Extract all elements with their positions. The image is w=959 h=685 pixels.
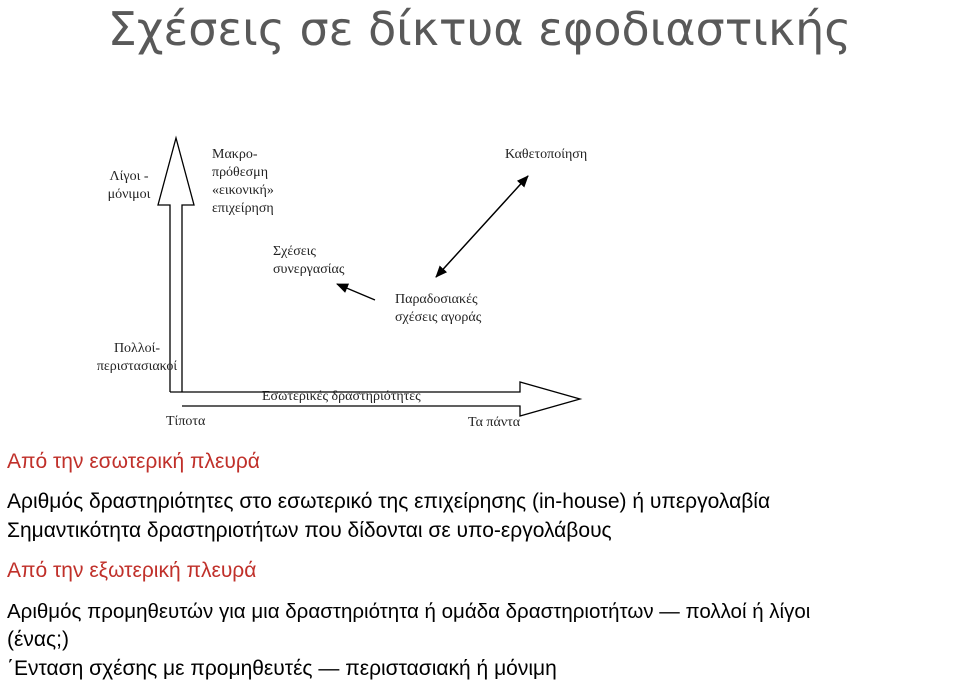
arrow-to-partnership — [337, 284, 375, 300]
label-long-term-virtual-enterprise: Μακρο- πρόθεσμη «εικονική» επιχείρηση — [212, 147, 274, 216]
label-everything: Τα πάντα — [468, 415, 521, 430]
internal-note-2: Σημαντικότητα δραστηριοτήτων που δίδονται σε υπο-εργολάβους — [7, 519, 612, 542]
label-few-permanent: Λίγοι - μόνιμοι — [107, 169, 151, 202]
external-note-2: (ένας;) — [7, 628, 69, 651]
label-partnership: Σχέσεις συνεργασίας — [273, 244, 345, 277]
arrow-to-traditional-market — [436, 176, 528, 277]
label-traditional-market: Παραδοσιακές σχέσεις αγοράς — [395, 292, 482, 325]
external-side-heading: Από την εξωτερική πλευρά — [7, 559, 257, 582]
label-nothing: Τίποτα — [166, 414, 206, 429]
label-internal-activities: Εσωτερικές δραστηριότητες — [262, 389, 421, 404]
external-note-3: ΄Ενταση σχέσης με προμηθευτές — περιστασιακή ή μόνιμη — [7, 657, 557, 680]
internal-note-1: Αριθμός δραστηριότητες στο εσωτερικό της επιχείρησης (in-house) ή υπεργολαβία — [7, 490, 771, 513]
label-many-occasional: Πολλοί- περιστασιακοί — [96, 341, 178, 374]
external-note-1: Αριθμός προμηθευτών για μια δραστηριότητα ή ομάδα δραστηριοτήτων — πολλοί ή λίγοι — [7, 600, 811, 623]
label-vertical-integration: Καθετοποίηση — [505, 147, 588, 162]
page-title: Σχέσεις σε δίκτυα εφοδιαστικής — [107, 2, 852, 56]
internal-side-heading: Από την εσωτερική πλευρά — [7, 450, 260, 473]
